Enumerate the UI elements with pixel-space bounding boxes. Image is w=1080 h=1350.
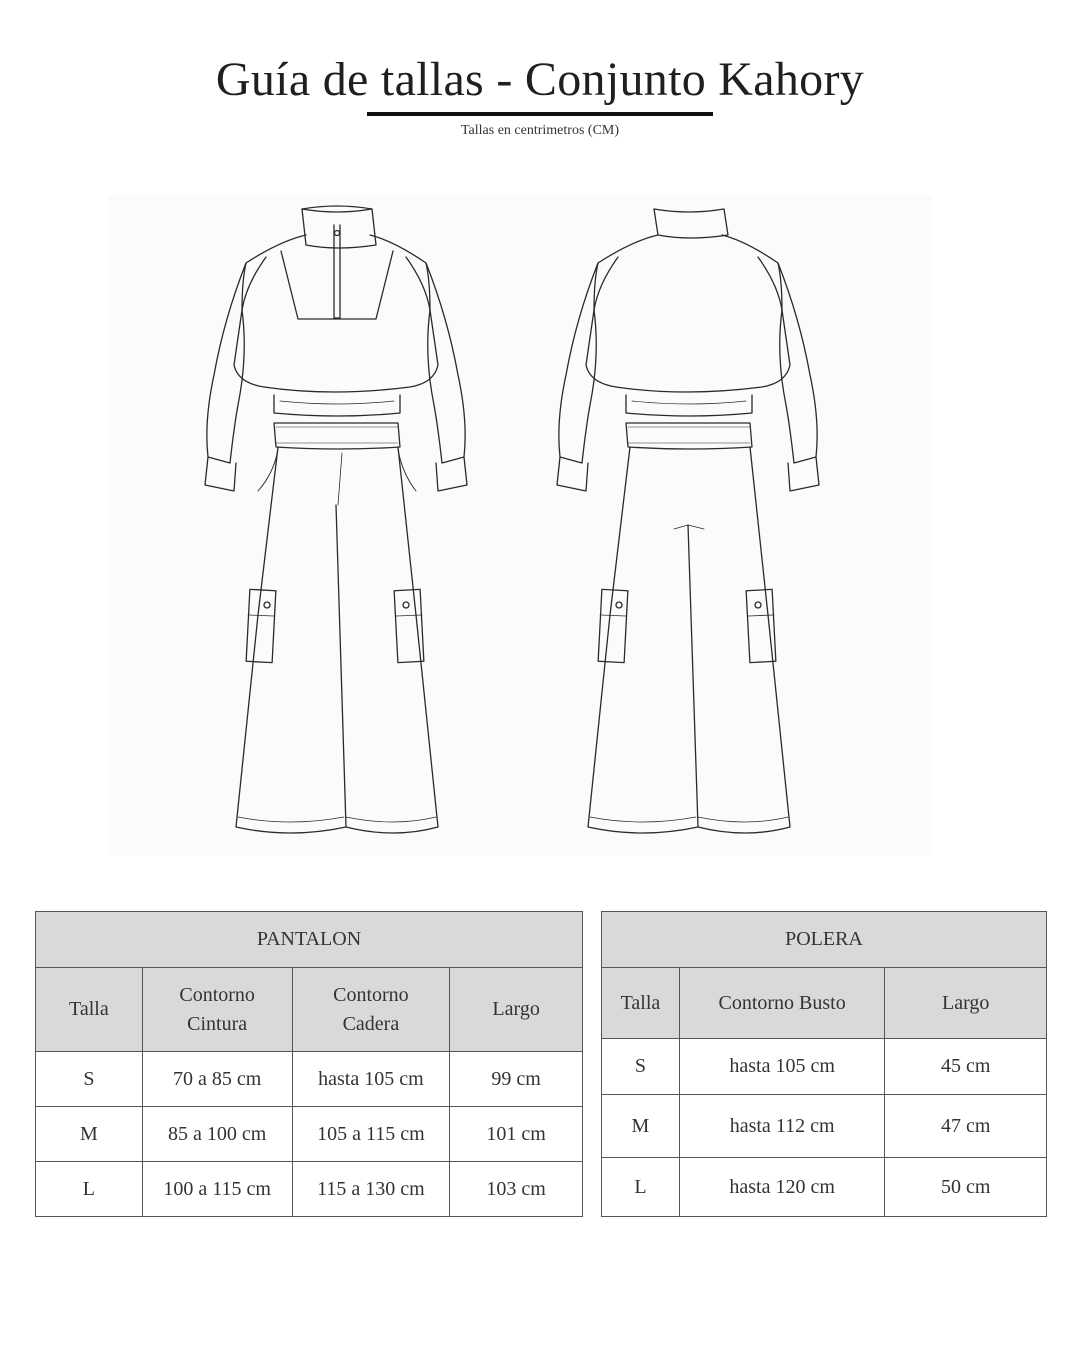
front-right-cuff [436, 457, 467, 491]
table-row [602, 1158, 1047, 1217]
title-underline [367, 112, 713, 116]
size-cell: L [36, 1162, 143, 1217]
pantalon-header-cintura [142, 968, 292, 1052]
pantalon-size-table [35, 911, 583, 1217]
pantalon-header-largo: Largo [450, 968, 583, 1052]
table-row [602, 1095, 1047, 1158]
page-subtitle: Tallas en centrimetros (CM) [460, 123, 620, 138]
length-cell: 50 cm [885, 1158, 1047, 1217]
front-view-sketch [205, 206, 467, 833]
polera-size-table [601, 911, 1047, 1217]
size-cell: M [36, 1107, 143, 1162]
waist-cell: 85 a 100 cm [142, 1107, 292, 1162]
front-left-sleeve [207, 263, 246, 463]
bust-cell: hasta 105 cm [679, 1039, 885, 1095]
length-cell: 101 cm [450, 1107, 583, 1162]
pantalon-table-title: PANTALON [36, 912, 583, 968]
hip-cell: hasta 105 cm [292, 1052, 450, 1107]
pantalon-header-cadera-line1: Contorno [333, 983, 409, 1006]
front-pants [236, 447, 438, 833]
pantalon-header-cintura-line1: Contorno [179, 983, 255, 1006]
front-right-sleeve [426, 263, 465, 463]
table-row [602, 1039, 1047, 1095]
pantalon-header-cadera-line2: Cadera [342, 1012, 400, 1035]
size-cell: S [36, 1052, 143, 1107]
size-cell: M [602, 1095, 680, 1158]
bust-cell: hasta 120 cm [679, 1158, 885, 1217]
front-left-cargo-pocket [246, 589, 276, 662]
polera-header-largo: Largo [885, 968, 1047, 1039]
hip-cell: 105 a 115 cm [292, 1107, 450, 1162]
size-cell: S [602, 1039, 680, 1095]
page-title: Guía de tallas - Conjunto Kahory [215, 53, 865, 106]
front-left-cuff [205, 457, 236, 491]
pantalon-header-cadera [292, 968, 450, 1052]
pantalon-header-cintura-line2: Cintura [187, 1012, 248, 1035]
front-collar [302, 209, 376, 248]
waist-cell: 70 a 85 cm [142, 1052, 292, 1107]
length-cell: 99 cm [450, 1052, 583, 1107]
waist-cell: 100 a 115 cm [142, 1162, 292, 1217]
hip-cell: 115 a 130 cm [292, 1162, 450, 1217]
length-cell: 47 cm [885, 1095, 1047, 1158]
size-cell: L [602, 1158, 680, 1217]
front-zipper [334, 225, 340, 318]
table-row [36, 1107, 583, 1162]
polera-header-talla: Talla [602, 968, 680, 1039]
polera-table-title: POLERA [602, 912, 1047, 968]
pantalon-header-talla: Talla [36, 968, 143, 1052]
front-bottom-band [274, 395, 400, 416]
back-pants [588, 447, 790, 833]
polera-header-busto: Contorno Busto [679, 968, 885, 1039]
garment-illustration [108, 195, 932, 855]
length-cell: 45 cm [885, 1039, 1047, 1095]
back-collar [654, 209, 728, 238]
table-row [36, 1052, 583, 1107]
table-row [36, 1162, 583, 1217]
length-cell: 103 cm [450, 1162, 583, 1217]
back-view-sketch [557, 209, 819, 833]
bust-cell: hasta 112 cm [679, 1095, 885, 1158]
